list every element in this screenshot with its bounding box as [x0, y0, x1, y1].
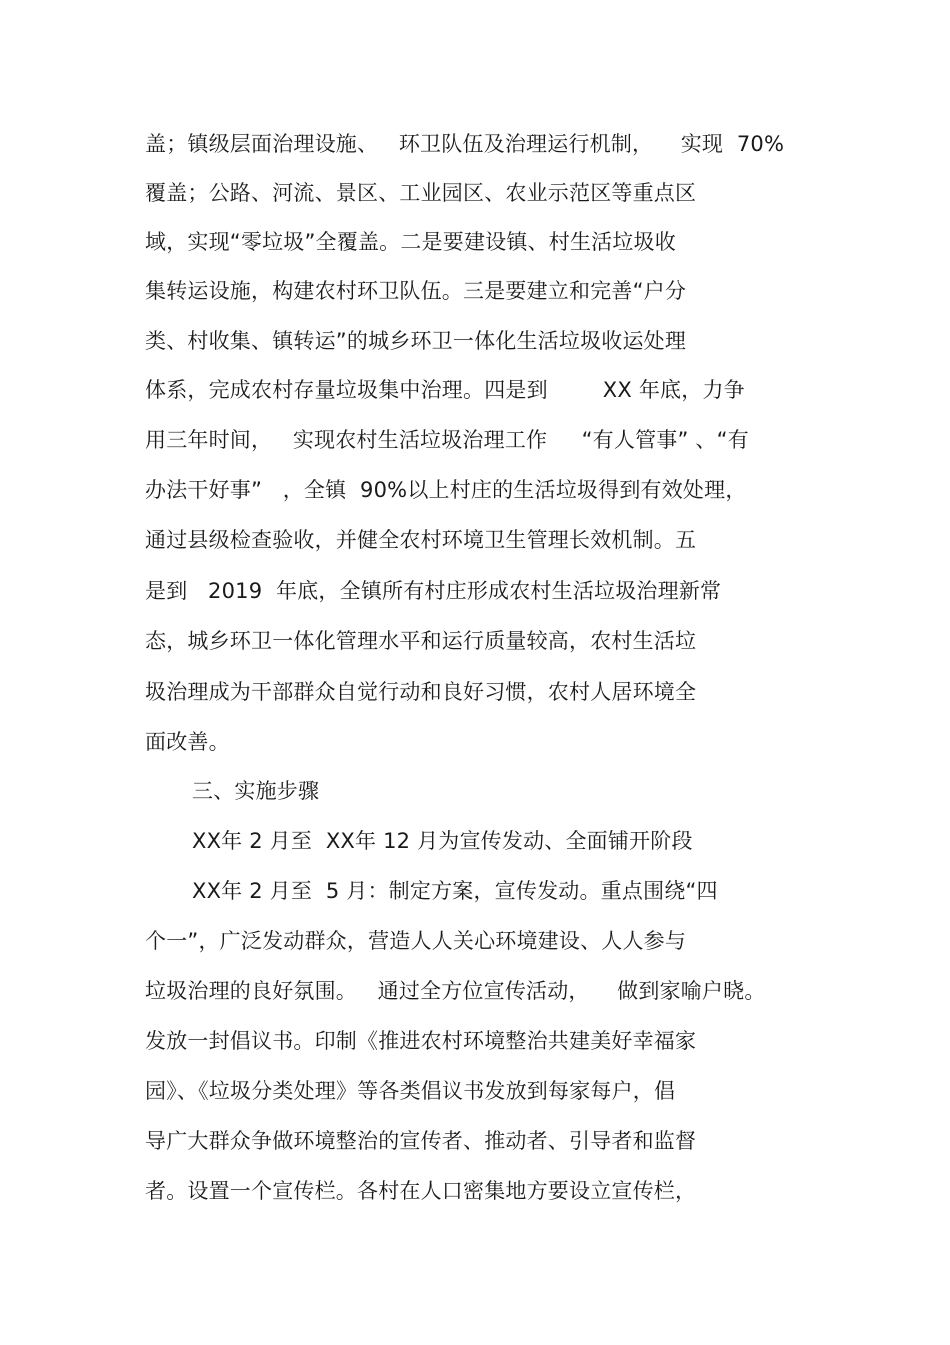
text-line: 体系，完成农村存量垃圾集中治理。四是到 XX 年底，力争 — [145, 378, 745, 402]
text-line: 是到 2019 年底，全镇所有村庄形成农村生活垃圾治理新常 — [145, 579, 722, 603]
text-line: 态，城乡环卫一体化管理水平和运行质量较高，农村生活垃 — [145, 629, 697, 653]
text-line: 域，实现“零垃圾”全覆盖。二是要建设镇、村生活垃圾收 — [145, 230, 676, 254]
text-line: 者。设置一个宣传栏。各村在人口密集地方要设立宣传栏， — [145, 1179, 697, 1203]
section-heading: 三、实施步骤 — [192, 779, 320, 803]
text-line: 集转运设施，构建农村环卫队伍。三是要建立和完善“户分 — [145, 279, 687, 303]
text-line: 发放一封倡议书。印制《推进农村环境整治共建美好幸福家 — [145, 1029, 697, 1053]
text-line: XX年 2 月至 XX年 12 月为宣传发动、全面铺开阶段 — [192, 829, 693, 853]
text-line: 类、村收集、镇转运”的城乡环卫一体化生活垃圾收运处理 — [145, 329, 687, 353]
text-line: 园》、《垃圾分类处理》等各类倡议书发放到每家每户，倡 — [145, 1079, 676, 1103]
text-line: 盖；镇级层面治理设施、 环卫队伍及治理运行机制， 实现 70% — [145, 132, 785, 156]
text-line: XX年 2 月至 5 月：制定方案，宣传发动。重点围绕“四 — [192, 879, 718, 903]
text-line: 垃圾治理的良好氛围。 通过全方位宣传活动， 做到家喻户晓。 — [145, 979, 766, 1003]
text-line: 面改善。 — [145, 730, 230, 754]
text-line: 圾治理成为干部群众自觉行动和良好习惯，农村人居环境全 — [145, 680, 697, 704]
text-line: 通过县级检查验收，并健全农村环境卫生管理长效机制。五 — [145, 528, 697, 552]
text-line: 用三年时间， 实现农村生活垃圾治理工作 “有人管事” 、“有 — [145, 428, 749, 452]
text-line: 覆盖；公路、河流、景区、工业园区、农业示范区等重点区 — [145, 181, 697, 205]
text-line: 导广大群众争做环境整治的宣传者、推动者、引导者和监督 — [145, 1129, 697, 1153]
text-line: 办法干好事” ，全镇 90%以上村庄的生活垃圾得到有效处理， — [145, 478, 747, 502]
text-line: 个一”，广泛发动群众，营造人人关心环境建设、人人参与 — [145, 929, 687, 953]
